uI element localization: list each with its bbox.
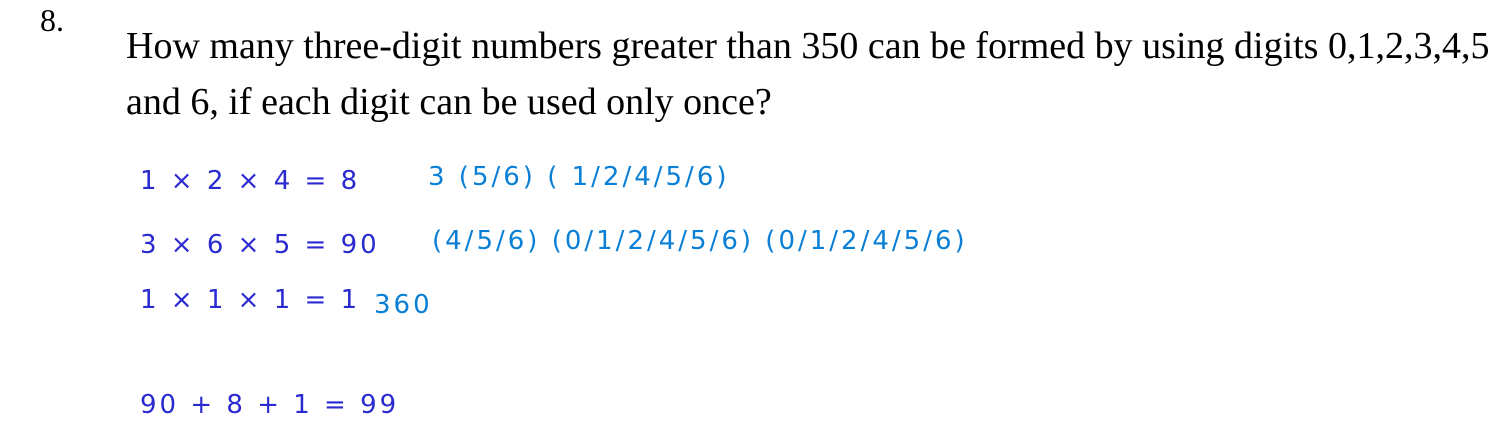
work-total: 90 + 8 + 1 = 99 [140,390,400,420]
question-text [126,18,1490,130]
work-row-3-choices: 360 [374,290,433,320]
question-number: 8. [40,2,64,38]
work-row-1-calc: 1 × 2 × 4 = 8 [140,166,361,196]
question-line-1: How many three-digit numbers greater than 350 can be formed by using digits 0,1,2,3,4,5 [126,25,1490,67]
question-line-2: and 6, if each digit can be used only once? [126,81,772,123]
work-row-3-calc: 1 × 1 × 1 = 1 [140,285,361,315]
work-row-2-calc: 3 × 6 × 5 = 90 [140,230,380,260]
work-row-2-choices: (4/5/6) (0/1/2/4/5/6) (0/1/2/4/5/6) [432,226,968,256]
work-row-1-choices: 3 (5/6) ( 1/2/4/5/6) [428,162,730,192]
